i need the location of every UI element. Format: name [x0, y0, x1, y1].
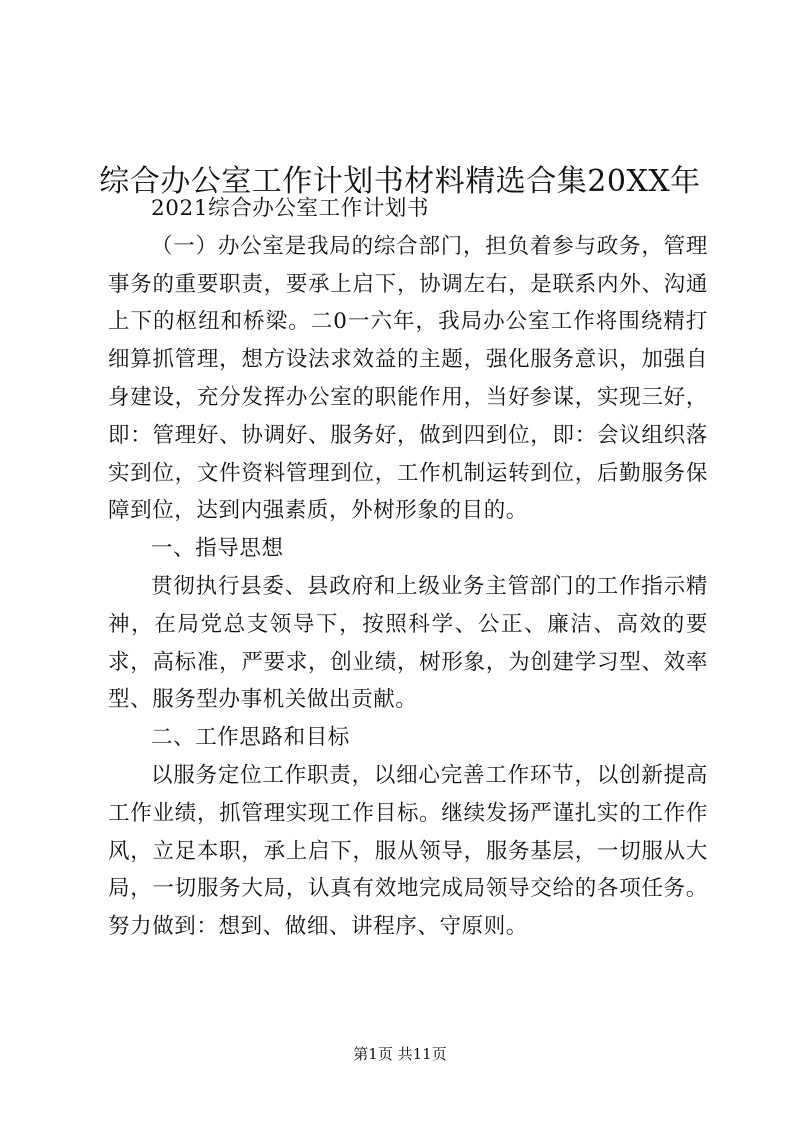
paragraph-intro: （一）办公室是我局的综合部门，担负着参与政务，管理事务的重要职责，要承上启下，协调左右，是联系内外、沟通上下的枢纽和桥梁。二0一六年，我局办公室工作将围绕精打细算抓管理，想方设法求效益的主题，强化服务意识，加强自身建设，充分发挥办公室的职能作用，当好参谋，实现三好，即：管理好、协调好、服务好，做到四到位，即：会议组织落实到位，文件资料管理到位，工作机制运转到位，后勤服务保障到位，达到内强素质，外树形象的目的。 [108, 233, 708, 524]
document-body [108, 190, 708, 946]
section-heading-work-ideas-goals: 二、工作思路和目标 [151, 725, 350, 751]
paragraph-subtitle: 2021综合办公室工作计划书 [151, 196, 430, 221]
paragraph-guiding-ideology: 贯彻执行县委、县政府和上级业务主管部门的工作指示精神，在局党总支领导下，按照科学、公正、廉洁、高效的要求，高标准，严要求，创业绩，树形象，为创建学习型、效率型、服务型办事机关做出贡献。 [108, 573, 708, 713]
page-footer: 第1页 共11页 [353, 1045, 447, 1063]
section-heading-guiding-ideology: 一、指导思想 [151, 536, 284, 562]
document-title: 综合办公室工作计划书材料精选合集20XX年 [99, 164, 701, 200]
paragraph-work-ideas-goals: 以服务定位工作职责，以细心完善工作环节，以创新提高工作业绩，抓管理实现工作目标。继续发扬严谨扎实的工作作风，立足本职，承上启下，服从领导，服务基层，一切服从大局，一切服务大局，认真有效地完成局领导交给的各项任务。努力做到：想到、做细、讲程序、守原则。 [108, 762, 708, 940]
